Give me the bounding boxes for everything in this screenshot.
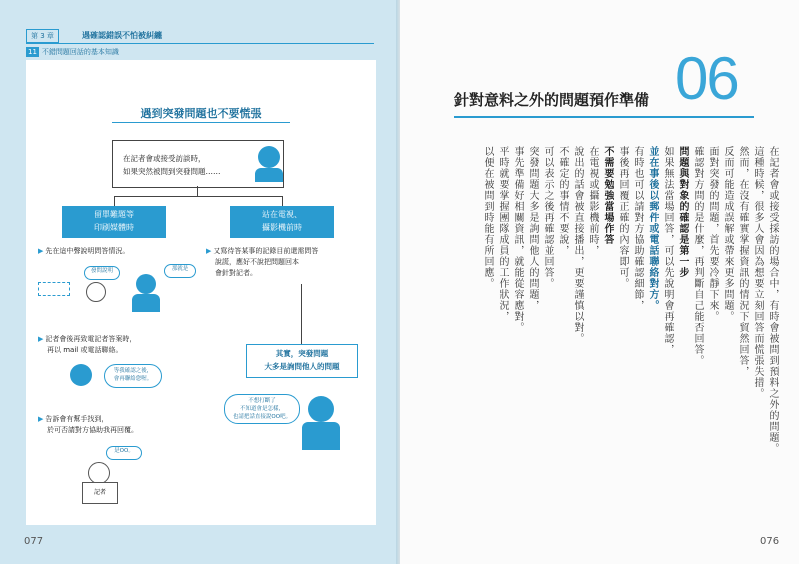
branch-line: 留單難題等 [94, 210, 134, 219]
tip-3 [38, 414, 138, 436]
chapter-label: 第 3 章 [26, 29, 59, 43]
section-line [26, 47, 119, 57]
body-column: 確認對方問的是什麼，再判斷自己能否回答。 [692, 146, 703, 366]
question-line: 在記者會或接受訪談時， [123, 154, 206, 163]
page-title: 針對意料之外的問題預作準備 [454, 91, 650, 109]
title-rule [112, 122, 290, 123]
section-title: 不錯問題回話的基本知識 [41, 48, 119, 56]
tip-2 [38, 334, 136, 356]
running-header [26, 29, 374, 44]
tip-text: 又寫待答某事的記錄目前還需問答 [213, 247, 319, 255]
speech-bubble [104, 364, 162, 388]
note-line: 大多是詢問他人的問題 [264, 362, 340, 371]
connector [114, 196, 282, 197]
tip-text: 說謊，應好不說把問題回本 [215, 258, 299, 266]
worried-person-icon [258, 146, 280, 168]
body-column: 這種時候，很多人會因為想要立刻回答而慌張失措。 [752, 146, 763, 399]
body-column: 事後再回覆正確的內容即可。 [617, 146, 628, 289]
speech-bubble [84, 266, 120, 280]
speech-bubble [164, 264, 196, 278]
body-column: 以便在被問到時能有所回應。 [482, 146, 493, 289]
bubble-text: 是OO。 [114, 448, 134, 454]
bubble-text: 不想打斷了 [248, 398, 276, 404]
arrow-icon: ▶ [38, 247, 44, 255]
body-column: 如果無法當場回答，可以先說明會再確認， [662, 146, 673, 355]
body-column: 在電視或攝影機前時， [587, 146, 598, 256]
connector [282, 196, 283, 206]
section-number: 11 [28, 48, 37, 56]
speech-bubble [106, 446, 142, 460]
branch-print-media [62, 206, 166, 238]
tip-text: 會針對記者。 [215, 269, 257, 277]
tip-text: 再以 mail 或電話聯絡。 [47, 346, 123, 354]
branch-line: 攝影機前時 [262, 223, 302, 232]
speaker-body [132, 294, 160, 312]
reporter-icon [86, 282, 106, 302]
reporter-body [82, 482, 118, 504]
phone-person-icon [70, 364, 92, 386]
body-column: 不確定的事情不要說， [557, 146, 568, 256]
tip-text: 記者會後再致電記者答案時， [45, 335, 137, 343]
bubble-text: 等我確認之後， [113, 368, 153, 374]
bubble-text: 發問說明 [90, 268, 113, 274]
media-box [38, 282, 70, 296]
connector [197, 186, 198, 196]
bubble-text: 不知道會是怎樣， [239, 406, 284, 412]
arrow-icon: ▶ [206, 247, 212, 255]
arrow-icon: ▶ [38, 415, 44, 423]
bubble-text: 也請把話直接說OO吧。 [232, 414, 292, 420]
presenter-icon [308, 396, 334, 422]
note-line: 其實，突發問題 [275, 349, 329, 358]
title-rule [454, 116, 754, 118]
bubble-text: 那就是 [171, 266, 189, 272]
diagram-title: 遇到突發問題也不要慌張 [140, 107, 262, 120]
tv-tip [206, 246, 318, 279]
body-column: 說出的話會被直接播出，更要謹慎以對。 [572, 146, 583, 344]
connector [114, 196, 115, 206]
speech-bubble [224, 394, 300, 424]
body-column: 不需要勉強當場作答 [602, 146, 613, 245]
worried-person-body [255, 168, 283, 182]
page-number-right: 076 [760, 536, 780, 547]
left-page [0, 0, 398, 564]
bubble-text: 會再聯絡您喔。 [113, 376, 153, 382]
badge-text: 記者 [93, 489, 106, 496]
reporter-icon [88, 462, 110, 484]
body-column: 突發問題大多是詢問他人的問題， [527, 146, 538, 311]
body-column: 平時就要掌握團隊成員的工作狀況， [497, 146, 508, 322]
body-column: 然而，在沒有確實掌握資訊的情況下貿然回答， [737, 146, 748, 377]
presenter-body [302, 422, 340, 450]
diagram-panel [26, 60, 376, 525]
body-column: 面對突發的問題，首先要冷靜下來。 [707, 146, 718, 322]
body-column: 事先準備好相關資訊，就能從容應對。 [512, 146, 523, 333]
question-line: 如果突然被問到突發問題…… [123, 167, 221, 176]
body-column: 問題與對象的確認是第一步 [677, 146, 688, 278]
body-column: 在記者會或接受採訪的場合中，有時會被問到預料之外的問題。 [767, 146, 778, 454]
body-column: 並在事後以郵件或電話聯絡對方。 [647, 146, 658, 311]
branch-line: 站在電視、 [262, 210, 302, 219]
body-column: 反而可能造成誤解或帶來更多問題。 [722, 146, 733, 322]
body-column: 有時也可以請對方協助確認細節， [632, 146, 643, 311]
chapter-title: 遇確認錯誤不怕被糾纏 [82, 31, 162, 40]
branch-tv-camera [230, 206, 334, 238]
tip-text: 於可否請對方協助我再回覆。 [47, 426, 138, 434]
speaker-icon [136, 274, 156, 294]
body-column: 可以表示之後再確認並回答。 [542, 146, 553, 289]
chapter-number: 06 [675, 45, 738, 112]
note-box [246, 344, 358, 378]
tip-text: 告訴會有幫手找到， [45, 415, 109, 423]
arrow-icon: ▶ [38, 335, 44, 343]
page-number-left: 077 [24, 536, 44, 547]
connector [301, 284, 302, 344]
tip-1 [38, 246, 129, 257]
tip-text: 先在這中聲說明問答情況。 [45, 247, 130, 255]
question-text [123, 152, 221, 178]
branch-line: 印刷媒體時 [94, 223, 134, 232]
